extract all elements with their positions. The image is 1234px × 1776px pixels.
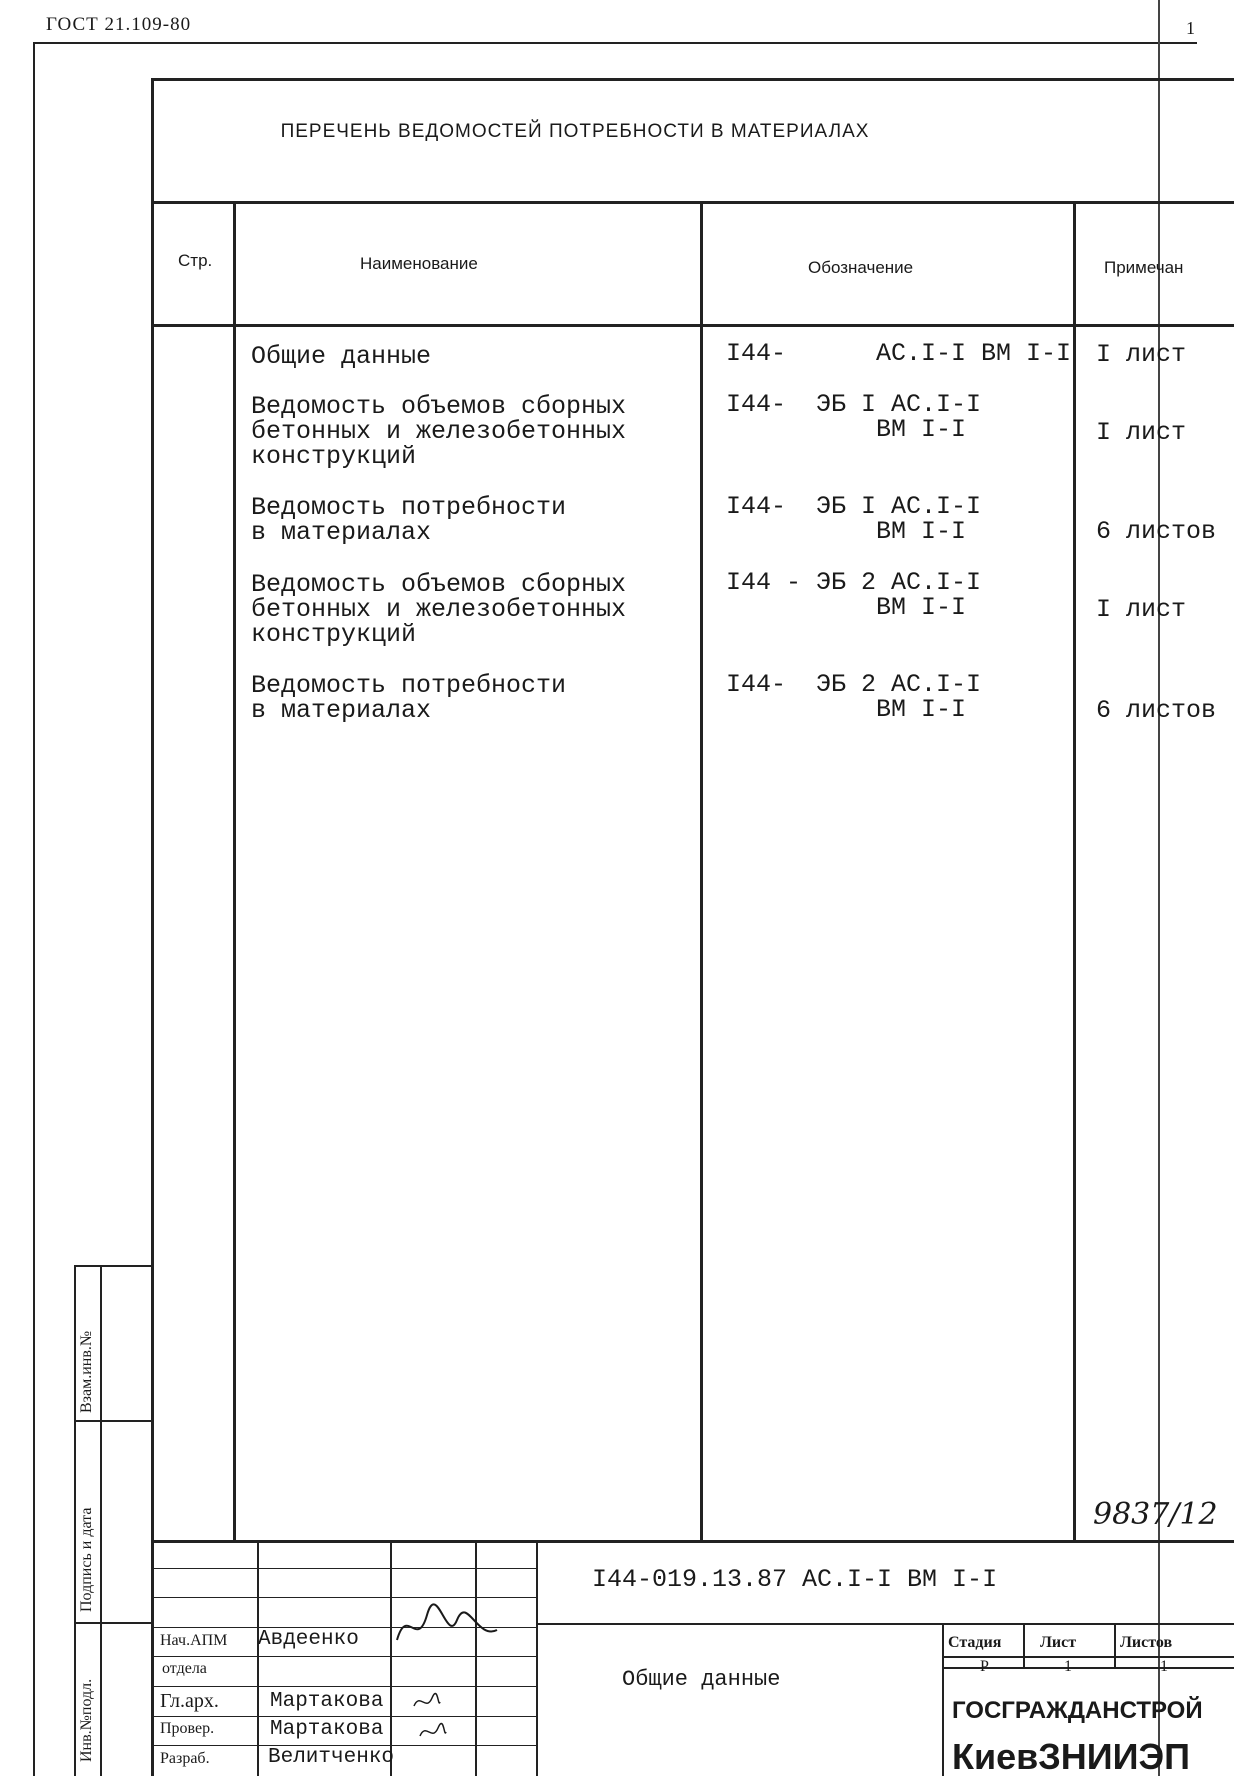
frame-left [33,42,35,1776]
row-2-designation: I44- ЭБ I АС.I-I ВМ I-I [726,390,982,444]
column-header-name: Наименование [360,254,478,273]
stamp-replace-inv: Взам.инв.№ [78,1330,95,1413]
tb-row-5 [151,1686,536,1687]
page-number: 1 [1186,18,1195,38]
row-4-note: I лист [1096,595,1187,624]
sheet-title: Общие данные [622,1667,781,1692]
role-3: Гл.арх. [160,1690,219,1712]
row-3-name: Ведомость потребности в материалах [251,493,567,547]
name-1: Авдеенко [258,1628,359,1651]
frame-top [33,42,1197,44]
signature-3 [412,1688,442,1714]
column-header-designation: Обозначение [808,258,914,277]
stage-label: Стадия [948,1634,1002,1651]
column-header-note: Примечан [1104,258,1184,277]
document-title: ПЕРЕЧЕНЬ ВЕДОМОСТЕЙ ПОТРЕБНОСТИ В МАТЕРИАЛАХ [280,121,870,142]
stamp-inv: Инв.№подл. [78,1678,95,1762]
sheets-label: Листов [1120,1634,1173,1651]
row-2-note: I лист [1096,418,1187,447]
title-bottom [151,201,1234,204]
role-5: Разраб. [160,1750,210,1767]
stamp-top [74,1265,154,1267]
row-3-designation: I44- ЭБ I АС.I-I ВМ I-I [726,492,982,546]
stage-value: Р [980,1658,989,1675]
stamp-div-2 [74,1622,154,1624]
stamp-sign-date: Подпись и дата [78,1507,95,1612]
stamp-col [100,1265,102,1776]
stamp-div-1 [74,1420,154,1422]
role-2: отдела [162,1660,207,1677]
tb-stage-col1 [1023,1623,1025,1667]
handwritten-archive-number: 9837/12 [1093,1497,1218,1532]
name-4: Мартакова [270,1718,384,1741]
tb-row-2 [151,1597,536,1598]
row-1-name: Общие данные [251,342,432,371]
stamp-inner-left [74,1265,76,1776]
col-sep-2 [700,201,703,1541]
row-5-note: 6 листов [1096,696,1217,725]
table-top [151,78,1234,81]
tb-left-col1 [257,1540,259,1776]
sheets-value: 1 [1160,1658,1168,1675]
tb-left-col4 [536,1540,538,1776]
name-5: Велитченко [268,1746,395,1769]
role-1: Нач.АПМ [160,1632,228,1649]
tb-top [151,1540,1234,1543]
organization-name: ГОСГРАЖДАНСТРОЙ [952,1697,1203,1724]
col-sep-1 [233,201,236,1541]
column-header-page: Стр. [178,251,213,270]
name-3: Мартакова [270,1690,384,1713]
sheet-value: 1 [1064,1658,1072,1675]
tb-row-6 [151,1716,536,1717]
row-5-name: Ведомость потребности в материалах [251,671,567,725]
institute-name: КиевЗНИИЭП [952,1736,1191,1776]
sheet-label: Лист [1040,1634,1077,1651]
row-4-name: Ведомость объемов сборных бетонных и железобетонных конструкций [251,570,627,649]
document-code: I44-019.13.87 АС.I-I ВМ I-I [592,1565,998,1594]
row-5-designation: I44- ЭБ 2 АС.I-I ВМ I-I [726,670,982,724]
tb-right-div [942,1623,944,1776]
table-left [151,78,154,1776]
col-sep-3 [1073,201,1076,1541]
signature-4 [418,1718,448,1744]
row-1-designation: I44- АС.I-I ВМ I-I [726,339,1072,368]
tb-stage-col2 [1114,1623,1116,1667]
row-3-note: 6 листов [1096,517,1217,546]
row-4-designation: I44 - ЭБ 2 АС.I-I ВМ I-I [726,568,982,622]
tb-row-1 [151,1568,536,1569]
header-bottom [151,324,1234,327]
row-1-note: I лист [1096,340,1187,369]
role-4: Провер. [160,1720,215,1737]
tb-mid [536,1623,1234,1625]
row-2-name: Ведомость объемов сборных бетонных и железобетонных конструкций [251,392,627,471]
signature-1 [392,1600,502,1660]
standard-label: ГОСТ 21.109-80 [46,14,192,35]
